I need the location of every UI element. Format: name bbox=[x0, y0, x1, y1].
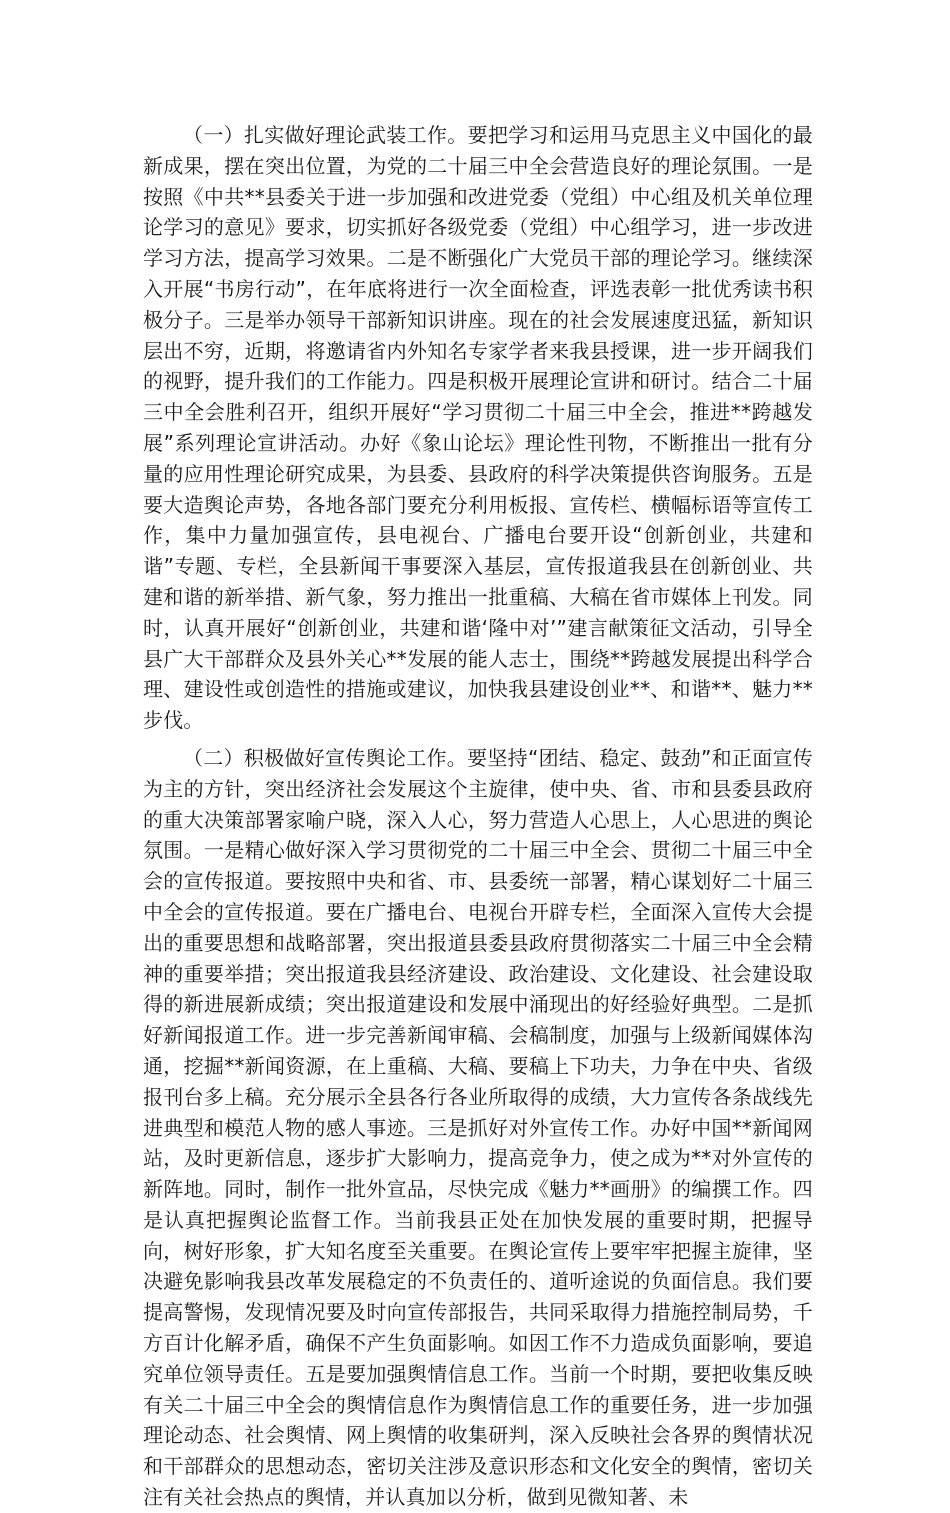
paragraph-publicity-work: （二）积极做好宣传舆论工作。要坚持“团结、稳定、鼓劲”和正面宣传为主的方针，突出经济社会发展这个主旋律，使中央、省、市和县委县政府的重大决策部署家喻户晓，深入人心，努力营造人心思上，人心思进的舆论氛围。一是精心做好深入学习贯彻党的二十届三中全会、贯彻二十届三中全会的宣传报道。要按照中央和省、市、县委统一部署，精心谋划好二十届三中全会的宣传报道。要在广播电台、电视台开辟专栏，全面深入宣传大会提出的重要思想和战略部署，突出报道县委县政府贯彻落实二十届三中全会精神的重要举措；突出报道我县经济建设、政治建设、文化建设、社会建设取得的新进展新成绩；突出报道建设和发展中涌现出的好经验好典型。二是抓好新闻报道工作。进一步完善新闻审稿、会稿制度，加强与上级新闻媒体沟通，挖掘**新闻资源，在上重稿、大稿、要稿上下功夫，力争在中央、省级报刊台多上稿。充分展示全县各行各业所取得的成绩，大力宣传各条战线先进典型和模范人物的感人事迹。三是抓好对外宣传工作。办好中国**新闻网站，及时更新信息，逐步扩大影响力，提高竞争力，使之成为**对外宣传的新阵地。同时，制作一批外宣品，尽快完成《魅力**画册》的编撰工作。四是认真把握舆论监督工作。当前我县正处在加快发展的重要时期，把握导向，树好形象，扩大知名度至关重要。在舆论宣传上要牢牢把握主旋律，坚决避免影响我县改革发展稳定的不负责任的、道听途说的负面信息。我们要提高警惕，发现情况要及时向宣传部报告，共同采取得力措施控制局势，千方百计化解矛盾，确保不产生负面影响。如因工作不力造成负面影响，要追究单位领导责任。五是要加强舆情信息工作。当前一个时期，要把收集反映有关二十届三中全会的舆情信息作为舆情信息工作的重要任务，进一步加强理论动态、社会舆情、网上舆情的收集研判，深入反映社会各界的舆情状况和干部群众的思想动态，密切关注涉及意识形态和文化安全的舆情，密切关注有关社会热点的舆情，并认真加以分析，做到见微知著、未 bbox=[143, 745, 813, 1510]
document-page bbox=[143, 120, 813, 1513]
paragraph-theory-work: （一）扎实做好理论武装工作。要把学习和运用马克思主义中国化的最新成果，摆在突出位置，为党的二十届三中全会营造良好的理论氛围。一是按照《中共**县委关于进一步加强和改进党委（党组）中心组及机关单位理论学习的意见》要求，切实抓好各级党委（党组）中心组学习，进一步改进学习方法，提高学习效果。二是不断强化广大党员干部的理论学习。继续深入开展“书房行动”，在年底将进行一次全面检查，评选表彰一批优秀读书积极分子。三是举办领导干部新知识讲座。现在的社会发展速度迅猛，新知识层出不穷，近期，将邀请省内外知名专家学者来我县授课，进一步开阔我们的视野，提升我们的工作能力。四是积极开展理论宣讲和研讨。结合二十届三中全会胜利召开，组织开展好“学习贯彻二十届三中全会，推进**跨越发展”系列理论宣讲活动。办好《象山论坛》理论性刊物，不断推出一批有分量的应用性理论研究成果，为县委、县政府的科学决策提供咨询服务。五是要大造舆论声势，各地各部门要充分利用板报、宣传栏、横幅标语等宣传工作，集中力量加强宣传，县电视台、广播电台要开设“创新创业，共建和谐”专题、专栏，全县新闻干事要深入基层，宣传报道我县在创新创业、共建和谐的新举措、新气象，努力推出一批重稿、大稿在省市媒体上刊发。同时，认真开展好“创新创业，共建和谐‘隆中对’”建言献策征文活动，引导全县广大干部群众及县外关心**发展的能人志士，围绕**跨越发展提出科学合理、建设性或创造性的措施或建议，加快我县建设创业**、和谐**、魅力**步伐。 bbox=[143, 123, 813, 733]
